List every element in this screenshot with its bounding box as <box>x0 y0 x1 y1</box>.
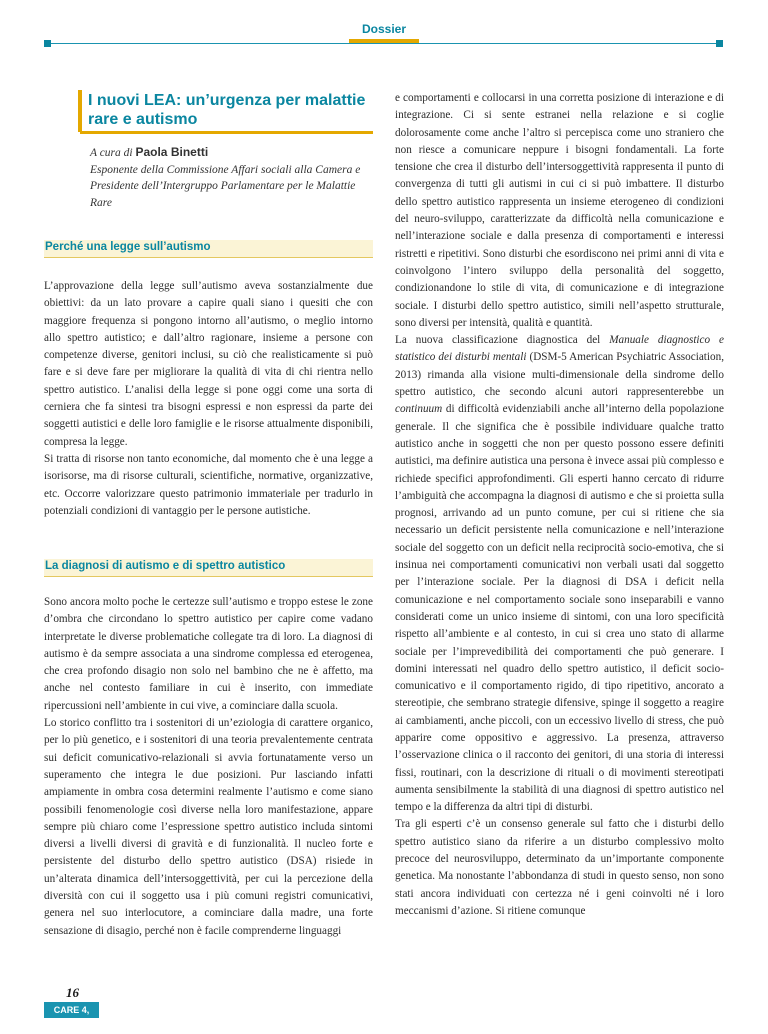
section-1-body <box>44 278 373 520</box>
author-prefix: A cura di <box>90 147 133 159</box>
text-run: La nuova classificazione diagnostica del <box>395 334 610 347</box>
author-name: Paola Binetti <box>135 145 209 159</box>
italic-text: Manuale diagnostico e statistico dei disturbi mentali <box>395 334 724 364</box>
title-underline <box>80 131 373 134</box>
author-block <box>90 144 380 211</box>
text-run: (DSM-5 American Psychiatric Association, 2013) rimanda alla visione multi-dimensionale della sindrome dello spettro autistico, che secondo alcuni autori rappresenterebbe un <box>395 351 724 399</box>
article-title: I nuovi LEA: un’urgenza per malattie rare e autismo <box>88 92 366 128</box>
right-column-body <box>395 90 724 920</box>
author-role: Esponente della Commissione Affari sociali alla Camera e Presidente dell’Intergruppo Parlamentare per le Malattie Rare <box>90 163 361 209</box>
paragraph: Tra gli esperti c’è un consenso generale sul fatto che i disturbi dello spettro autistico siano da riferire a un disturbo complessivo molto precoce del neurosviluppo, determinato da un’importante componente genetica. Ma nonostante l’abbondanza di studi in questo senso, non sono stati ancora individuati con certezza né i geni coinvolti né i loro meccanismi d’azione. Si ritiene comunque <box>395 818 724 917</box>
section-label: Dossier <box>361 22 407 36</box>
section-heading: La diagnosi di autismo e di spettro autistico <box>45 560 286 572</box>
header-square-left <box>44 40 51 47</box>
journal-badge: CARE 4, 2016 <box>44 1002 99 1018</box>
section-2-body <box>44 594 373 940</box>
paragraph: L’approvazione della legge sull’autismo aveva sostanzialmente due obiettivi: da un lato provare a capire quali siano i quesiti che con maggiore frequenza si pongono intorno all’autismo, o meglio intorno allo spettro autistico; e dall’altro ragionare, insieme a persone con competenze diverse, genitori inclusi, su ciò che realisticamente si può fare e si deve fare per migliorare la qualità di vita di chi rientra nello spettro autistico. L’analisi della legge si pone oggi come una sorta di cerniera che fa sintesi tra bisogni espressi e non espressi da parte dei soggetti autistici e delle loro famiglie e le risorse attualmente disponibili, compresa la legge. <box>44 280 373 448</box>
header-square-right <box>716 40 723 47</box>
paragraph: Si tratta di risorse non tanto economiche, dal momento che è una legge a isorisorse, ma di risorse culturali, scientifiche, normative, organizzative, etc. Occorre valorizzare questo patrimonio immateriale per tradurlo in potenziali condizioni di vantaggio per le persone autistiche. <box>44 452 373 517</box>
section-heading-bar <box>44 559 373 577</box>
paragraph: e comportamenti e collocarsi in una corretta posizione di interazione e di integrazione. Ci si sente estranei nella relazione e si coglie dolorosamente come anche l’altro si percepisca come uno straniero che non riesce a comunicare neppure i bisogni fondamentali. La forte tensione che crea il disturbo dell’intersoggettività rappresenta il punto di convergenza di tutti gli autismi in cui ci si può imbattere. Il disturbo dello spettro autistico rappresenta un insieme eterogeneo di condizioni del neuro-sviluppo, caratterizzate da difficoltà nella comunicazione e nell’interazione sociale e dalla presenza di comportamenti e interessi ristretti e ripetitivi. Sono disturbi che esordiscono nei primi anni di vita e coinvolgono l’intero sviluppo della personalità del soggetto, condizionandone lo stile di vita, di comunicazione e di integrazione sociale. I disturbi dello spettro autistico, simili nell’aspetto strutturale, sono diversi per intensità, qualità e quantità. <box>395 92 724 329</box>
italic-text: continuum <box>395 403 443 416</box>
page-number: 16 <box>66 985 79 1000</box>
paragraph <box>395 332 724 816</box>
header-rule <box>50 43 718 44</box>
section-heading: Perché una legge sull’autismo <box>45 241 211 253</box>
paragraph: Sono ancora molto poche le certezze sull’autismo e troppo estese le zone d’ombra che circondano lo spettro autistico per capire come vadano interpretate le diverse problematiche collegate tra di loro. La diagnosi di autismo è da sempre associata a una sindrome complessa ed eterogenea, che crea profondo disagio non solo nel bambino che ne è affetto, ma anche nel contesto familiare in cui è inserito, con immediate ripercussioni nell’ambiente in cui vive, a cominciare dalla scuola. <box>44 596 373 712</box>
paragraph: Lo storico conflitto tra i sostenitori di un’eziologia di carattere organico, per lo più genetico, e i sostenitori di una teoria prevalentemente centrata sui deficit comunicativo-relazionali si avvia fortunatamente verso un superamento che integra le due posizioni. Pur lasciando infatti ampiamente in ombra cosa determini realmente l’autismo e come siano possibili fenomenologie così diverse nella loro manifestazione, appare sempre più chiaro come l’espressione spettro autistico includa sintomi diversi a livelli diversi di gravità e di funzionalità. Il nucleo forte e persistente del disturbo dello spettro autistico (DSA) risiede in un’alterata dinamica dell’intersoggettività, per cui la percezione della diversità con cui il soggetto usa i più comuni registri comunicativi, genera nel suo interlocutore, a cominciare dalla madre, una forte sensazione di disagio, perché non è facile comprenderne linguaggi <box>44 717 373 937</box>
section-heading-bar <box>44 240 373 258</box>
text-run: di difficoltà evidenziabili anche all’interno della popolazione generale. Il che significa che è possibile individuare qualche tratto autistico anche in soggetti che non per questo possono essere definiti autistici, ma definire autistica una persona è invece assai più complesso e richiede specifici approfondimenti. Gli esperti hanno cercato di ridurre l’ambiguità che accompagna la diagnosi di autismo e che si proietta sulla prognosi, arrivando ad un punto comune, per cui si ritiene che sia necessario un deficit persistente nella comunicazione e nell’interazione sociale del soggetto con un deficit nella reciprocità socio-emotiva, che si insinua nei comportamenti comunicativi non verbali usati dal soggetto per l’interazione sociale. Per la diagnosi di DSA i deficit nella comunicazione e nel comportamento sociale sono inseparabili e vanno considerati come un unico insieme di sintomi, con una loro specificità rispetto all’ambiente e al contesto, in cui si crea uno stato di allarme sociale per l’imprevedibilità dei comportamenti che può generare. I domini interessati nel quadro dello spettro autistico, il deficit socio-comunicativo e il comportamento rigido, di tipo ripetitivo, ancorato a stereotipie, che sembrano strategie difensive, spinge il soggetto a reagire ai cambiamenti, anche piccoli, con un eccessivo livello di stress, che può apparire come oppositivo e aggressivo. La presenza, attraverso l’osservazione clinica o il racconto dei genitori, di una storia di interessi fissi, routinari, con la descrizione di rituali o di movimenti stereotipati aumenta sensibilmente la stabilità di una diagnosi di spettro autistico nel tempo e la differenza da altri tipi di disturbi. <box>395 403 724 814</box>
